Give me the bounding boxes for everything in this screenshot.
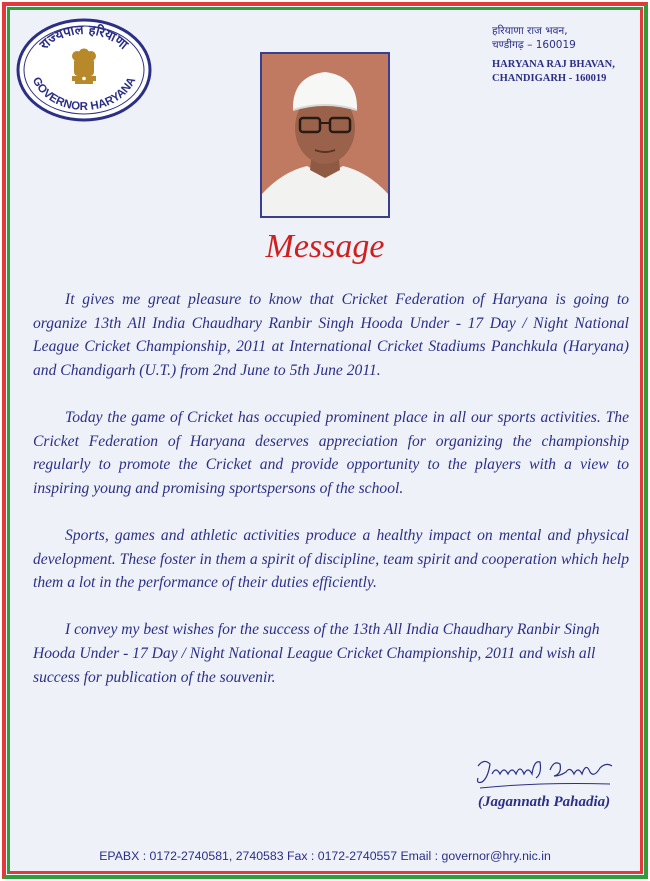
message-paragraph-1: It gives me great pleasure to know that Cricket Federation of Haryana is going to organize 13th All India Chaudhary Ranbir Singh Hooda Under - 17 Day / Night National League Cricket Championship, 2011 at International Cricket Stadiums Panchkula (Haryana) and Chandigarh (U.T.) from 2nd June to 5th June 2011.: [33, 291, 629, 379]
contact-footer: EPABX : 0172-2740581, 2740583 Fax : 0172-2740557 Email : governor@hry.nic.in: [99, 849, 551, 863]
svg-text:GOVERNOR HARYANA: GOVERNOR HARYANA: [29, 75, 139, 114]
governor-photo: [260, 52, 390, 218]
governor-seal-logo: [14, 14, 154, 126]
message-paragraph-3: Sports, games and athletic activities produce a healthy impact on mental and physical development. These foster in them a spirit of discipline, team spirit and cooperation which help them a lot in the performance of their duties efficiently.: [33, 526, 629, 592]
address-block: [492, 24, 632, 86]
message-paragraph-2: Today the game of Cricket has occupied prominent place in all our sports activities. The Cricket Federation of Haryana deserves appreciation for organizing the championship regularly to promote the Cricket and provide opportunity to the players with a view to inspiring young and promising sportspersons of the school.: [33, 408, 629, 497]
svg-text:राज्यपाल हरियाणा: राज्यपाल हरियाणा: [37, 22, 131, 53]
address-hindi-line-2: चण्डीगढ़ – 160019: [492, 39, 576, 51]
signer-name: (Jagannath Pahadia): [478, 794, 611, 810]
address-hindi-line-1: हरियाणा राज भवन,: [492, 25, 568, 37]
page-title: Message: [265, 228, 385, 265]
message-body: [33, 288, 629, 689]
message-paragraph-4: I convey my best wishes for the success of the 13th All India Chaudhary Ranbir Singh Hooda Under - 17 Day / Night National League Cricket Championship, 2011 and wish all success for publication of the souvenir.: [33, 621, 600, 686]
address-english-line-2: CHANDIGARH - 160019: [492, 73, 607, 84]
state-emblem-icon: [72, 49, 96, 85]
handwritten-signature: [470, 752, 620, 796]
address-english-line-1: HARYANA RAJ BHAVAN,: [492, 59, 615, 70]
